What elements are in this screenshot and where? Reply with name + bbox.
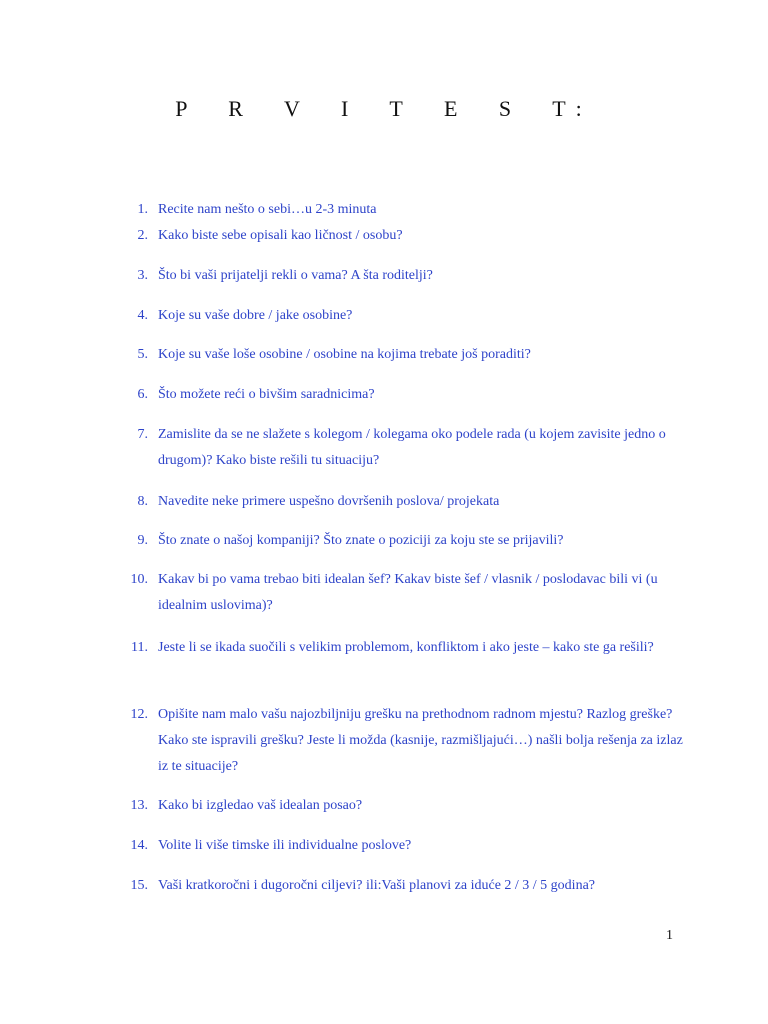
item-text: Što znate o našoj kompaniji? Što znate o poziciji za koju ste se prijavili? (158, 533, 564, 548)
item-number: 10. (130, 572, 148, 587)
item-number: 3. (137, 268, 148, 283)
item-text: Opišite nam malo vašu najozbiljniju grešku na prethodnom radnom mjestu? Razlog greške? Kako ste ispravili grešku? Jeste li možda (kasnije, razmišljajući…) našli bolja rešenja za izlaz iz te situacije? (158, 707, 683, 774)
item-text: Što bi vaši prijatelji rekli o vama? A šta roditelji? (158, 268, 433, 283)
item-text: Kako biste sebe opisali kao ličnost / osobu? (158, 228, 403, 243)
item-text: Navedite neke primere uspešno dovršenih poslova/ projekata (158, 494, 500, 509)
item-text: Koje su vaše dobre / jake osobine? (158, 308, 353, 323)
item-text: Koje su vaše loše osobine / osobine na kojima trebate još poraditi? (158, 347, 531, 362)
item-number: 9. (137, 533, 148, 548)
item-text: Vaši kratkoročni i dugoročni ciljevi? ili:Vaši planovi za iduće 2 / 3 / 5 godina? (158, 878, 596, 893)
item-number: 8. (137, 494, 148, 509)
item-text: Volite li više timske ili individualne poslove? (158, 838, 412, 853)
item-text: Recite nam nešto o sebi…u 2-3 minuta (158, 202, 377, 217)
item-number: 14. (130, 838, 148, 853)
item-number: 6. (137, 387, 148, 402)
item-number: 13. (130, 798, 148, 813)
item-number: 7. (137, 427, 148, 442)
item-number: 1. (137, 202, 148, 217)
item-text: Kakav bi po vama trebao biti idealan šef? Kakav biste šef / vlasnik / poslodavac bili vi (u idealnim uslovima)? (158, 572, 658, 613)
item-number: 4. (137, 308, 148, 323)
item-text: Zamislite da se ne slažete s kolegom / kolegama oko podele rada (u kojem zavisite jedno o drugom)? Kako biste rešili tu situaciju? (158, 427, 666, 468)
item-number: 15. (130, 878, 148, 893)
item-number: 12. (130, 707, 148, 722)
item-text: Što možete reći o bivšim saradnicima? (158, 387, 375, 402)
item-text: Jeste li se ikada suočili s velikim problemom, konfliktom i ako jeste – kako ste ga rešili? (158, 640, 654, 655)
item-text: Kako bi izgledao vaš idealan posao? (158, 798, 363, 813)
page-number: 1 (666, 928, 673, 943)
item-number: 11. (131, 640, 148, 655)
document-title: P R V I T E S T: (175, 96, 593, 121)
item-number: 5. (137, 347, 148, 362)
item-number: 2. (137, 228, 148, 243)
